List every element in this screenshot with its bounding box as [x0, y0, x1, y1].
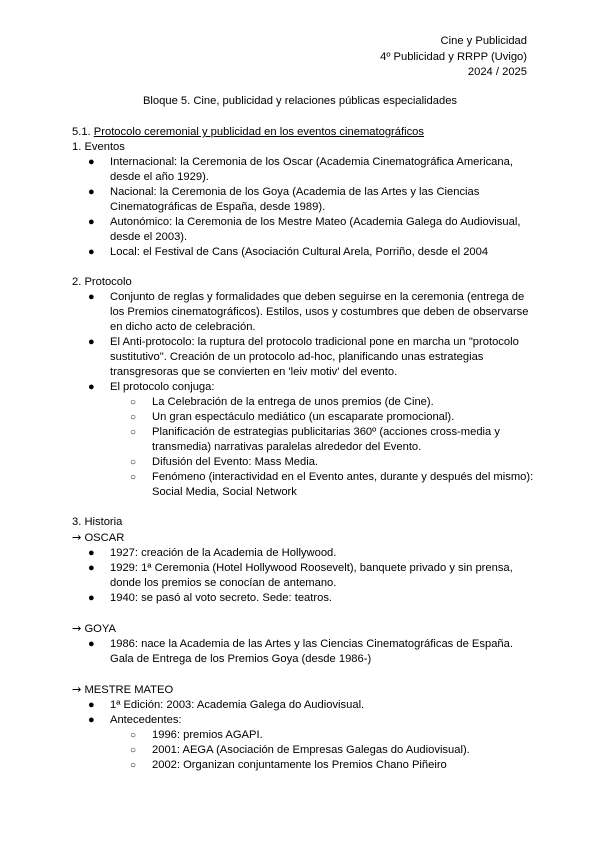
list-item	[72, 698, 532, 713]
list-item-text: 2001: AEGA (Asociación de Empresas Galegas do Audiovisual).	[152, 744, 470, 756]
list-item-text: en dicho acto de celebración.	[110, 321, 256, 333]
list-item-text: La Celebración de la entrega de unos premios (de Cine).	[152, 396, 434, 408]
eventos-heading: 1. Eventos	[72, 141, 125, 153]
hollow-bullet-icon: ○	[130, 457, 137, 468]
list-item	[72, 743, 532, 758]
list-item	[72, 546, 532, 561]
list-item-text: Social Media, Social Network	[152, 486, 297, 498]
list-item	[72, 470, 532, 500]
list-item	[72, 455, 532, 470]
goya-heading	[72, 621, 532, 637]
bullet-icon: ●	[88, 562, 95, 574]
mestre-list	[72, 698, 532, 728]
hollow-bullet-icon: ○	[130, 730, 137, 741]
goya-label: GOYA	[81, 623, 116, 635]
document-title: Bloque 5. Cine, publicidad y relaciones públicas especialidades	[142, 95, 458, 107]
header-degree: 4º Publicidad y RRPP (Uvigo)	[380, 50, 527, 63]
list-item-text: Nacional: la Ceremonia de los Goya (Academia de las Artes y las Ciencias	[110, 186, 480, 198]
list-item-text: sustitutivo". Creación de un protocolo ad-hoc, planificando unas estrategias	[110, 351, 484, 363]
list-item-text: 1929: 1ª Ceremonia (Hotel Hollywood Roosevelt), banquete privado y sin prensa,	[110, 562, 513, 574]
hollow-bullet-icon: ○	[130, 427, 137, 438]
list-item-text: Un gran espectáculo mediático (un escaparate promocional).	[152, 411, 455, 423]
list-item-text: los Premios cinematográficos). Estilos, usos y costumbres que deben de observarse	[110, 306, 529, 318]
protocolo-sublist	[72, 395, 532, 500]
list-item-text: Autonómico: la Ceremonia de los Mestre Mateo (Academia Galega do Audiovisual,	[110, 216, 521, 228]
list-item-text: El Anti-protocolo: la ruptura del protocolo tradicional pone en marcha un "protocolo	[110, 336, 519, 348]
protocolo-heading: 2. Protocolo	[72, 276, 132, 288]
eventos-list	[72, 155, 532, 260]
bullet-icon: ●	[88, 547, 95, 559]
arrow-right-icon: →	[72, 622, 82, 635]
list-item-text: 1940: se pasó al voto secreto. Sede: teatros.	[110, 592, 333, 604]
list-item	[72, 395, 532, 410]
list-item	[72, 758, 532, 773]
goya-list	[72, 637, 532, 667]
list-item-text: Internacional: la Ceremonia de los Oscar (Academia Cinematográfica Americana,	[110, 156, 513, 168]
oscar-label: OSCAR	[81, 532, 125, 544]
list-item-text: 1986: nace la Academia de las Artes y las Ciencias Cinematográficas de España.	[110, 638, 513, 650]
list-item-text: Difusión del Evento: Mass Media.	[152, 456, 319, 468]
list-item	[72, 713, 532, 728]
list-item	[72, 410, 532, 425]
list-item-text: Cinematográficas de España, desde 1989).	[110, 201, 326, 213]
list-item	[72, 245, 532, 260]
arrow-right-icon: →	[72, 683, 82, 696]
header-year: 2024 / 2025	[467, 66, 527, 78]
list-item-text: Gala de Entrega de los Premios Goya (desde 1986-)	[110, 653, 372, 665]
list-item	[72, 185, 532, 215]
list-item-text: transmedia) narrativas paralelas alrededor del Evento.	[152, 441, 422, 453]
list-item	[72, 425, 532, 455]
protocolo-list	[72, 290, 532, 395]
list-item	[72, 591, 532, 606]
mestre-label: MESTRE MATEO	[81, 684, 174, 696]
list-item-text: 1927: creación de la Academia de Hollywood.	[110, 547, 337, 559]
bullet-icon: ●	[88, 638, 95, 650]
hollow-bullet-icon: ○	[130, 760, 137, 771]
bullet-icon: ●	[88, 714, 95, 726]
document-header	[380, 34, 527, 81]
list-item	[72, 637, 532, 667]
arrow-right-icon: →	[72, 531, 82, 544]
list-item-text: El protocolo conjuga:	[110, 381, 215, 393]
list-item	[72, 155, 532, 185]
list-item-text: 1ª Edición: 2003: Academia Galega do Audiovisual.	[110, 699, 365, 711]
section-heading	[72, 125, 532, 140]
document-body	[72, 125, 532, 773]
list-item-text: transgresoras que se convierten en 'leiv motiv' del evento.	[110, 366, 398, 378]
list-item	[72, 290, 532, 335]
mestre-heading	[72, 682, 532, 698]
list-item-text: Antecedentes:	[110, 714, 182, 726]
list-item	[72, 335, 532, 380]
hollow-bullet-icon: ○	[130, 397, 137, 408]
bullet-icon: ●	[88, 246, 95, 258]
hollow-bullet-icon: ○	[130, 412, 137, 423]
oscar-list	[72, 546, 532, 606]
bullet-icon: ●	[88, 291, 95, 303]
bullet-icon: ●	[88, 186, 95, 198]
list-item-text: donde los premios se conocían de antemano.	[110, 577, 337, 589]
list-item	[72, 728, 532, 743]
section-title: Protocolo ceremonial y publicidad en los eventos cinematográficos	[93, 126, 424, 138]
list-item-text: 2002: Organizan conjuntamente los Premios Chano Piñeiro	[152, 759, 447, 771]
list-item-text: desde el año 1929).	[110, 171, 209, 183]
list-item-text: Conjunto de reglas y formalidades que deben seguirse en la ceremonia (entrega de	[110, 291, 525, 303]
mestre-sublist	[72, 728, 532, 773]
bullet-icon: ●	[88, 216, 95, 228]
list-item-text: Planificación de estrategias publicitarias 360º (acciones cross-media y	[152, 426, 500, 438]
list-item	[72, 561, 532, 591]
historia-heading: 3. Historia	[72, 516, 123, 528]
bullet-icon: ●	[88, 156, 95, 168]
bullet-icon: ●	[88, 699, 95, 711]
list-item-text: Fenómeno (interactividad en el Evento antes, durante y después del mismo):	[152, 471, 534, 483]
bullet-icon: ●	[88, 381, 95, 393]
bullet-icon: ●	[88, 336, 95, 348]
header-course: Cine y Publicidad	[440, 35, 527, 47]
list-item-text: desde el 2003).	[110, 231, 188, 243]
list-item	[72, 215, 532, 245]
bullet-icon: ●	[88, 592, 95, 604]
list-item-text: 1996: premios AGAPI.	[152, 729, 263, 741]
list-item-text: Local: el Festival de Cans (Asociación Cultural Arela, Porriño, desde el 2004	[110, 246, 489, 258]
oscar-heading	[72, 530, 532, 546]
hollow-bullet-icon: ○	[130, 745, 137, 756]
hollow-bullet-icon: ○	[130, 472, 137, 483]
list-item	[72, 380, 532, 395]
section-number: 5.1.	[72, 126, 94, 138]
